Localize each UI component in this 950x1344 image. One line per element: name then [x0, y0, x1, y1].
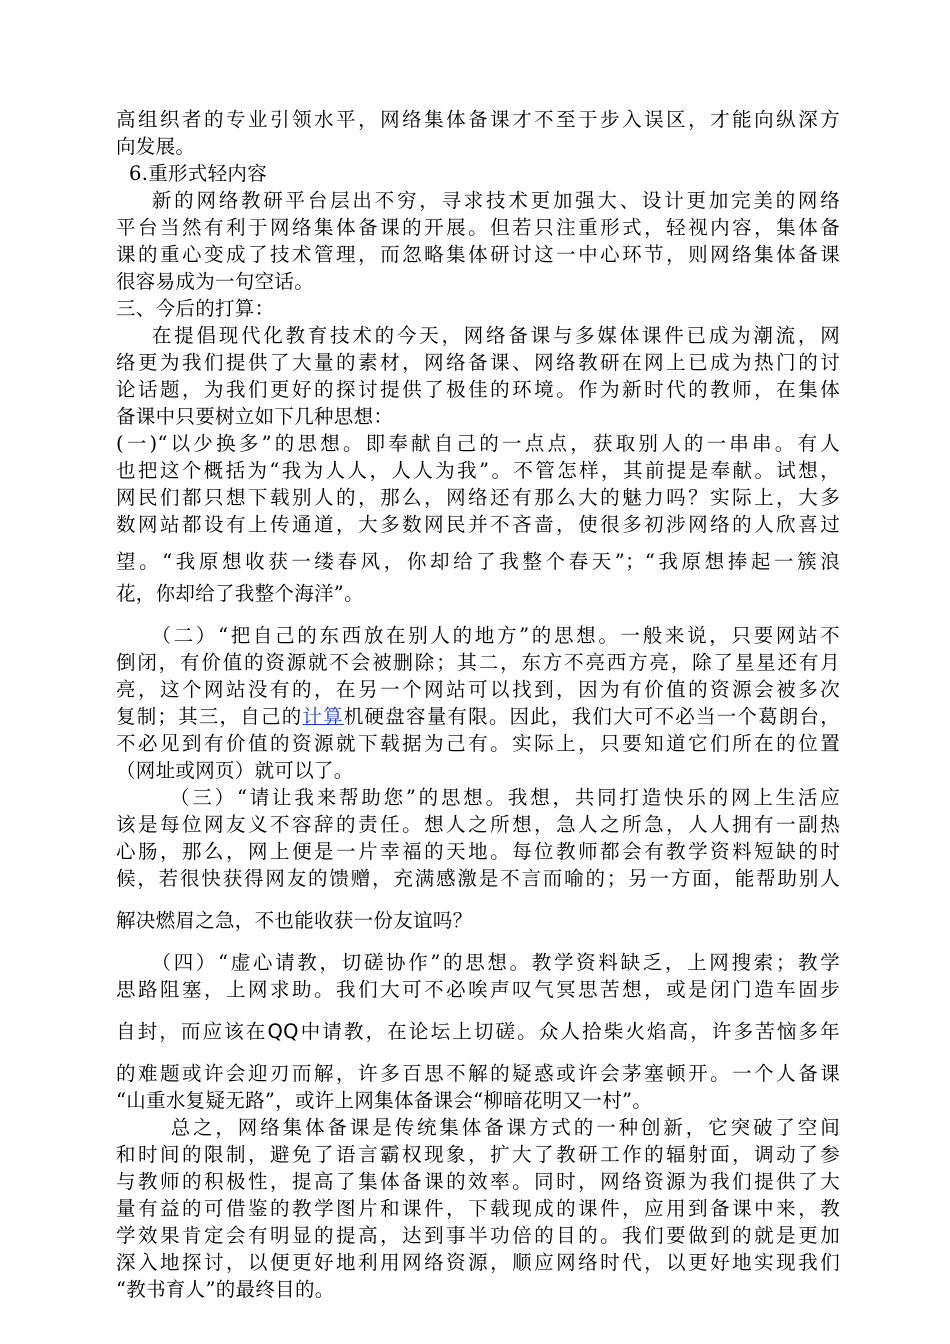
- text-line: (一)“以少换多”的思想。即奉献自己的一点点，获取别人的一串串。有人: [116, 432, 840, 455]
- text-line: （二）“把自己的东西放在别人的地方”的思想。一般来说，只要网站不: [116, 624, 840, 647]
- text-line: 很容易成为一句空话。: [116, 270, 315, 293]
- text-line: 论话题，为我们更好的探讨提供了极佳的环境。作为新时代的教师，在集体: [116, 378, 840, 401]
- text-line: 向发展。: [116, 135, 196, 158]
- text-line: 课的重心变成了技术管理，而忽略集体研讨这一中心环节，则网络集体备课: [116, 243, 840, 266]
- text-segment: 中请教，在论坛上切磋。众人拾柴火焰高，许多苦恼多年: [298, 1020, 840, 1043]
- text-segment: 复制；其三，自己的: [116, 705, 303, 728]
- text-line: 解决燃眉之急，不也能收获一份友谊吗？: [116, 909, 473, 932]
- text-line: 量有益的可借鉴的教学图片和课件，下载现成的课件，应用到备课中来，教: [116, 1197, 840, 1220]
- text-line: 高组织者的专业引领水平，网络集体备课才不至于步入误区，才能向纵深方: [116, 108, 840, 131]
- qq-text: QQ: [267, 1020, 299, 1043]
- text-line: 的难题或许会迎刃而解，许多百思不解的疑惑或许会茅塞顿开。一个人备课: [116, 1062, 840, 1085]
- text-line: 平台当然有利于网络集体备课的开展。但若只注重形式，轻视内容，集体备: [116, 216, 840, 239]
- text-line: 在提倡现代化教育技术的今天，网络备课与多媒体课件已成为潮流，网: [116, 324, 840, 347]
- text-line: 候，若很快获得网友的馈赠，充满感激是不言而喻的；另一方面，能帮助别人: [116, 867, 840, 890]
- text-line: “山重水复疑无路”，或许上网集体备课会“柳暗花明又一村”。: [116, 1089, 653, 1112]
- text-line: “教书育人”的最终目的。: [116, 1278, 335, 1301]
- text-line: 新的网络教研平台层出不穷，寻求技术更加强大、设计更加完美的网络: [116, 189, 840, 212]
- text-line: 和时间的限制，避免了语言霸权现象，扩大了教研工作的辐射面，调动了参: [116, 1143, 840, 1166]
- text-line: 络更为我们提供了大量的素材，网络备课、网络教研在网上已成为热门的讨: [116, 351, 840, 374]
- text-line: [116, 1013, 840, 1050]
- text-line: 亮，这个网站没有的，在另一个网站可以找到，因为有价值的资源会被多次: [116, 678, 840, 701]
- text-line: 不必见到有价值的资源就下载据为己有。实际上，只要知道它们所在的位置: [116, 732, 840, 755]
- text-segment: 机硬盘容量有限。因此，我们大可不必当一个葛朗台，: [343, 705, 841, 728]
- text-line: （网址或网页）就可以了。: [116, 759, 354, 782]
- text-line: （三）“请让我来帮助您”的思想。我想，共同打造快乐的网上生活应: [116, 786, 840, 809]
- text-line: 也把这个概括为“我为人人，人人为我”。不管怎样，其前提是奉献。试想，: [116, 459, 840, 482]
- computer-link[interactable]: 计算: [302, 705, 344, 728]
- text-line: 思路阻塞，上网求助。我们大可不必唉声叹气冥思苦想，或是闭门造车固步: [116, 978, 840, 1001]
- text-line: 花，你却给了我整个海洋”。: [116, 582, 364, 605]
- text-line: 与教师的积极性，提高了集体备课的效率。同时，网络资源为我们提供了大: [116, 1170, 840, 1193]
- text-line: 学效果肯定会有明显的提高，达到事半功倍的目的。我们要做到的就是更加: [116, 1224, 840, 1247]
- section-heading: 三、今后的打算：: [116, 297, 275, 320]
- text-line: （四）“虚心请教，切磋协作”的思想。教学资料缺乏，上网搜索；教学: [116, 951, 840, 974]
- text-line: 倒闭，有价值的资源就不会被删除；其二，东方不亮西方亮，除了星星还有月: [116, 651, 840, 674]
- text-line: 网民们都只想下载别人的，那么，网络还有那么大的魅力吗？实际上，大多: [116, 486, 840, 509]
- text-line: 望。“我原想收获一缕春风，你却给了我整个春天”；“我原想捧起一簇浪: [116, 550, 840, 573]
- text-line: 深入地探讨，以便更好地利用网络资源，顺应网络时代，以更好地实现我们: [116, 1251, 840, 1274]
- text-segment: 自封，而应该在: [116, 1020, 268, 1043]
- text-line: [116, 703, 840, 730]
- text-line: 心肠，那么，网上便是一片幸福的天地。每位教师都会有教学资料短缺的时: [116, 840, 840, 863]
- document-page: [116, 106, 840, 1303]
- text-line: 备课中只要树立如下几种思想：: [116, 405, 394, 428]
- text-line: 数网站都设有上传通道，大多数网民并不吝啬，使很多初涉网络的人欣喜过: [116, 513, 840, 536]
- text-line: 总之，网络集体备课是传统集体备课方式的一种创新，它突破了空间: [116, 1116, 840, 1139]
- section-heading: 6.重形式轻内容: [116, 162, 268, 185]
- text-line: 该是每位网友义不容辞的责任。想人之所想，急人之所急，人人拥有一副热: [116, 813, 840, 836]
